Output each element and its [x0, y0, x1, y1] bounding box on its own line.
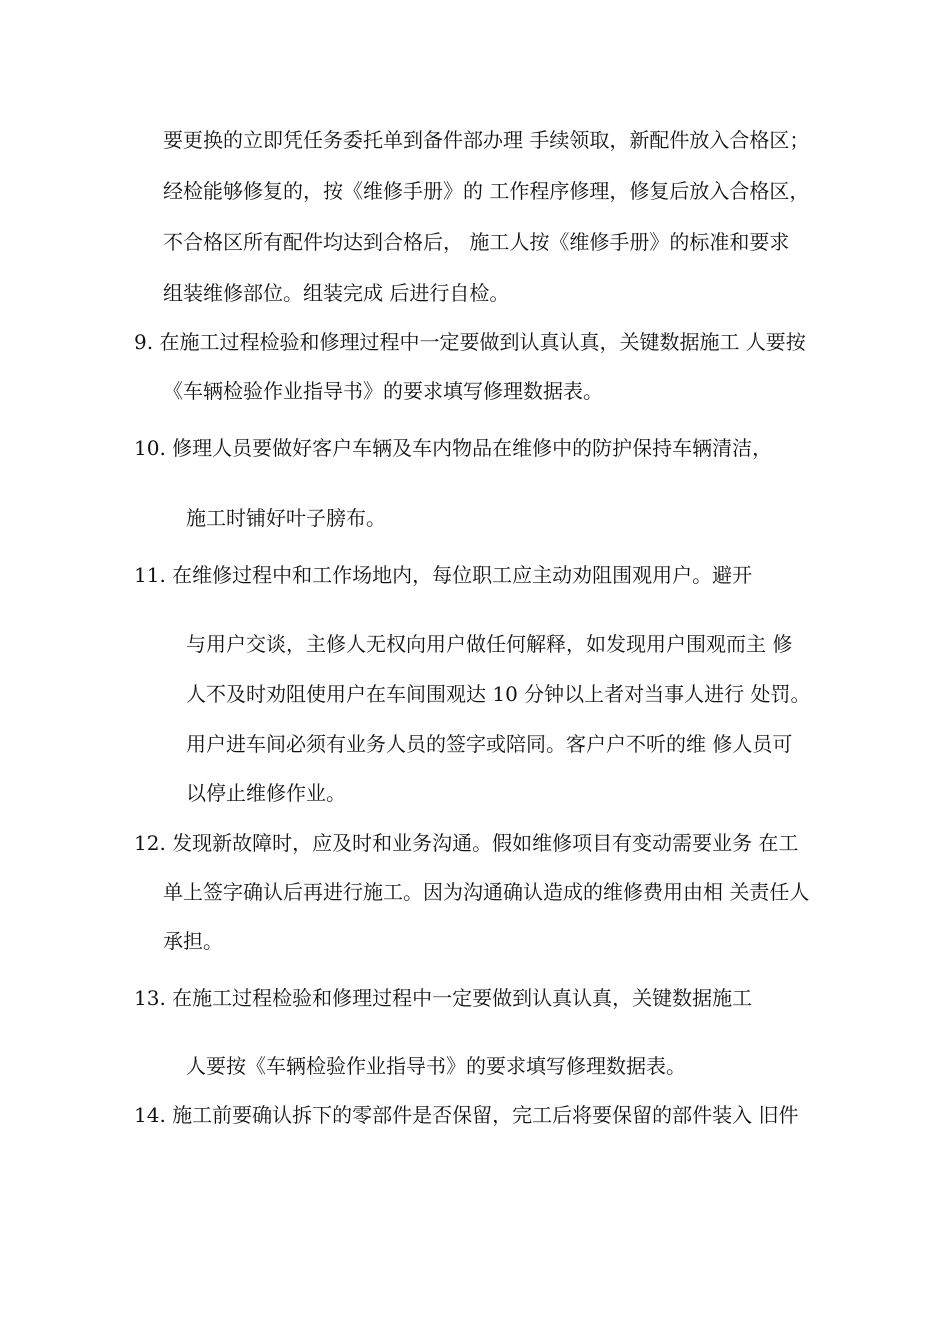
text-line: 《车辆检验作业指导书》的要求填写修理数据表。: [163, 379, 603, 403]
list-number: 12.: [134, 831, 166, 855]
list-number: 11.: [134, 563, 166, 587]
text-line: 要更换的立即凭任务委托单到备件部办理 手续领取，新配件放入合格区；: [163, 128, 810, 152]
list-number: 9.: [134, 330, 154, 354]
list-item-10: [134, 434, 772, 462]
list-item-9: [134, 328, 806, 356]
text-line: 承担。: [163, 929, 223, 953]
list-text: 施工前要确认拆下的零部件是否保留，完工后将要保留的部件装入 旧件: [172, 1103, 799, 1127]
list-text: 发现新故障时，应及时和业务沟通。假如维修项目有变动需要业务 在工: [172, 831, 799, 855]
list-text: 在维修过程中和工作场地内，每位职工应主动劝阻围观用户。避开: [172, 563, 753, 587]
list-item-13: [134, 984, 752, 1012]
text-line: 用户进车间必须有业务人员的签字或陪同。客户户不听的维 修人员可: [186, 732, 793, 756]
text-line: 不合格区所有配件均达到合格后， 施工人按《维修手册》的标准和要求: [163, 230, 790, 254]
list-number: 10.: [134, 436, 166, 460]
list-item-11: [134, 561, 752, 589]
text-line: 经检能够修复的，按《维修手册》的 工作程序修理，修复后放入合格区，: [163, 179, 810, 203]
text-line: 以停止维修作业。: [186, 781, 346, 805]
text-line: 组装维修部位。组装完成 后进行自检。: [163, 281, 510, 305]
list-text: 在施工过程检验和修理过程中一定要做到认真认真，关键数据施工: [172, 986, 753, 1010]
list-number: 13.: [134, 986, 166, 1010]
list-text: 修理人员要做好客户车辆及车内物品在维修中的防护保持车辆清洁，: [172, 436, 773, 460]
list-number: 14.: [134, 1103, 166, 1127]
text-line: 与用户交谈，主修人无权向用户做任何解释，如发现用户围观而主 修: [186, 632, 793, 656]
text-line: 人要按《车辆检验作业指导书》的要求填写修理数据表。: [186, 1054, 686, 1078]
text-line: 单上签字确认后再进行施工。因为沟通确认造成的维修费用由相 关责任人: [163, 880, 810, 904]
list-item-12: [134, 829, 799, 857]
list-item-14: [134, 1101, 799, 1129]
text-line: 施工时铺好叶子膀布。: [186, 506, 386, 530]
list-text: 在施工过程检验和修理过程中一定要做到认真认真，关键数据施工 人要按: [159, 330, 806, 354]
text-line: 人不及时劝阻使用户在车间围观达 10 分钟以上者对当事人进行 处罚。: [186, 682, 811, 706]
